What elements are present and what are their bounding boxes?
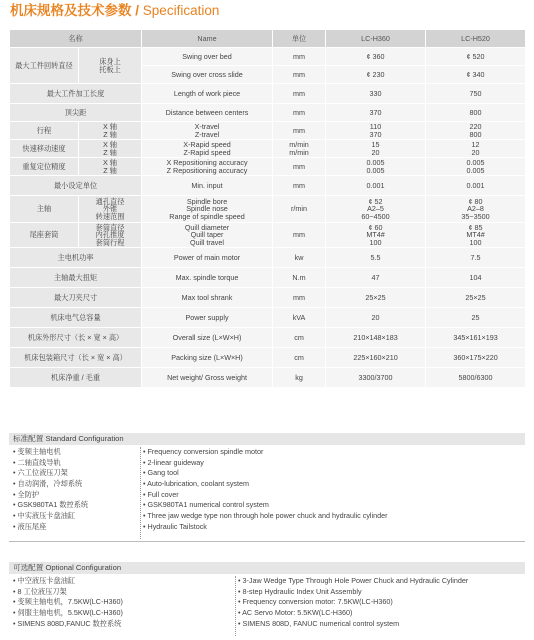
cell-line: Max tool shrank [181, 292, 233, 302]
cell-line: Z 轴 [103, 147, 117, 157]
cell-line: 210×148×183 [353, 332, 398, 342]
cell-line: Range of spindle speed [169, 211, 245, 221]
cell-line: Z Repositioning accuracy [166, 165, 248, 175]
row-lc-h360-value [326, 268, 426, 288]
cell-line: 7.5 [470, 252, 481, 262]
cell-line: X 轴 [103, 157, 117, 167]
cell-line: Z-Rapid speed [183, 147, 231, 157]
cell-line: 5.5 [370, 252, 381, 262]
row-en-name [142, 104, 273, 122]
row-unit [273, 84, 326, 104]
cell-line: Distance between centers [165, 107, 249, 117]
row-group-label: 机床净重 / 毛重 [10, 368, 142, 388]
row-group-label: 主轴 [10, 196, 79, 223]
row-lc-h520-value [426, 223, 526, 248]
cell-line: ¢ 520 [466, 51, 485, 61]
list-item: • 液压尾座 [13, 521, 47, 531]
cell-line: X Repositioning accuracy [166, 157, 248, 167]
row-lc-h360-value [326, 104, 426, 122]
list-item: • Auto-lubrication, coolant system [143, 479, 249, 489]
row-lc-h520-value [426, 196, 526, 223]
row-group-label: 最大工件加工长度 [10, 84, 142, 104]
list-item: • 二轴直线导轨 [13, 457, 61, 467]
row-en-name [142, 223, 273, 248]
row-lc-h360-value [326, 122, 426, 140]
cell-line: 25×25 [465, 292, 486, 302]
row-unit [273, 196, 326, 223]
cell-line: ¢ 80 [468, 196, 483, 206]
row-en-name [142, 308, 273, 328]
cell-line: 225×160×210 [353, 352, 398, 362]
row-group-label: 机床电气总容量 [10, 308, 142, 328]
row-lc-h520-value [426, 248, 526, 268]
cell-line: X 轴 [103, 139, 117, 149]
row-sub-label [79, 140, 142, 158]
cell-line: mm [293, 230, 305, 240]
cell-line: 内孔推度 [95, 230, 125, 240]
cell-line: kg [295, 372, 303, 382]
row-lc-h520-value [426, 140, 526, 158]
cell-line: mm [293, 69, 305, 79]
cell-line: 0.001 [366, 180, 385, 190]
row-lc-h520-value [426, 66, 526, 84]
row-lc-h360-value [326, 140, 426, 158]
table-row [10, 223, 526, 248]
row-en-name [142, 176, 273, 196]
row-group-label: 最大工件回转直径 [10, 48, 79, 84]
row-lc-h520-value [426, 122, 526, 140]
row-unit [273, 223, 326, 248]
cell-line: 360×175×220 [453, 352, 498, 362]
row-lc-h360-value [326, 84, 426, 104]
list-item: • 六工位液压刀架 [13, 468, 68, 478]
list-item: • GSK980TA1 数控系统 [13, 500, 89, 510]
header-unit: 单位 [273, 30, 326, 48]
cell-line: X-Rapid speed [183, 139, 231, 149]
cell-line: 800 [469, 107, 482, 117]
cell-line: 20 [471, 147, 480, 157]
cell-line: 800 [469, 129, 482, 139]
row-unit [273, 48, 326, 66]
list-item: • 中空液压卡盘油缸 [13, 576, 76, 585]
cell-line: Swing over cross slide [171, 69, 243, 79]
row-en-name [142, 84, 273, 104]
row-lc-h360-value [326, 288, 426, 308]
row-unit [273, 268, 326, 288]
cell-line: Quill travel [190, 237, 224, 247]
row-en-name [142, 288, 273, 308]
list-item: • Frequency conversion motor: 7.5KW(LC-H360) [238, 597, 393, 607]
cell-line: A2–8 [467, 204, 484, 214]
table-row [10, 176, 526, 196]
table-row [10, 104, 526, 122]
header-lc-h520: LC-H520 [426, 30, 526, 48]
list-item: • 变频主轴电机，7.5KW(LC-H360) [13, 597, 123, 607]
row-en-name [142, 66, 273, 84]
standard-config-cn-list [13, 447, 143, 533]
table-row [10, 158, 526, 176]
row-unit [273, 308, 326, 328]
standard-config-en-list [143, 447, 523, 533]
row-sub-label [79, 196, 142, 223]
cell-line: 100 [369, 237, 382, 247]
row-unit [273, 248, 326, 268]
row-lc-h360-value [326, 223, 426, 248]
row-lc-h360-value [326, 176, 426, 196]
spec-table [9, 29, 526, 388]
cell-line: r/min [291, 204, 307, 214]
table-row [10, 248, 526, 268]
row-lc-h520-value [426, 368, 526, 388]
row-en-name [142, 328, 273, 348]
row-lc-h360-value [326, 328, 426, 348]
cell-line: 转速范围 [95, 211, 125, 221]
optional-config-en-list [238, 576, 523, 629]
cell-line: Quill diameter [184, 222, 230, 232]
row-group-label: 机床包装箱尺寸（长 × 宽 × 高） [10, 348, 142, 368]
cell-line: ¢ 230 [366, 69, 385, 79]
standard-configuration [9, 433, 525, 543]
header-cn-name: 名称 [10, 30, 142, 48]
row-unit [273, 104, 326, 122]
row-sub-label [79, 122, 142, 140]
cell-line: Z 轴 [103, 165, 117, 175]
cell-line: mm [293, 292, 305, 302]
cell-line: Spindle bore [186, 196, 228, 206]
cell-line: 345×161×193 [453, 332, 498, 342]
cell-line: kVA [292, 312, 306, 322]
cell-line: ¢ 85 [468, 222, 483, 232]
list-item: • 中实液压卡盘油缸 [13, 511, 76, 521]
list-item: • Full cover [143, 489, 179, 499]
list-item: • 8-step Hydraulic Index Unit Assembly [238, 586, 362, 596]
row-en-name [142, 196, 273, 223]
cell-line: Min. input [191, 180, 223, 190]
row-lc-h520-value [426, 48, 526, 66]
cell-line: 0.005 [366, 157, 385, 167]
cell-line: m/min [289, 139, 309, 149]
cell-line: A2–5 [367, 204, 384, 214]
table-row [10, 368, 526, 388]
cell-line: 12 [471, 139, 480, 149]
row-en-name [142, 248, 273, 268]
cell-line: 25×25 [365, 292, 386, 302]
row-lc-h360-value [326, 348, 426, 368]
row-group-label: 行程 [10, 122, 79, 140]
cell-line: ¢ 52 [368, 196, 383, 206]
cell-line: 100 [469, 237, 482, 247]
cell-line: Overall size (L×W×H) [172, 332, 242, 342]
cell-line: m/min [289, 147, 309, 157]
cell-line: 370 [369, 107, 382, 117]
list-item: • 伺服主轴电机，5.5KW(LC-H360) [13, 608, 123, 618]
cell-line: 5800/6300 [458, 372, 493, 382]
row-unit [273, 122, 326, 140]
cell-line: Swing over bed [182, 51, 232, 61]
table-row [10, 288, 526, 308]
cell-line: 套筒直径 [95, 222, 125, 232]
cell-line: 47 [371, 272, 380, 282]
table-header-row [10, 30, 526, 48]
row-lc-h360-value [326, 308, 426, 328]
cell-line: N.m [292, 272, 306, 282]
list-item: • AC Servo Motor: 5.5KW(LC-H360) [238, 608, 353, 618]
cell-line: 35~3500 [461, 211, 490, 221]
row-lc-h520-value [426, 288, 526, 308]
row-en-name [142, 48, 273, 66]
table-row [10, 48, 526, 66]
list-item: • Three jaw wedge type non through hole power chuck and hydraulic cylinder [143, 511, 388, 521]
sub-line: 床身上 [99, 56, 121, 66]
cell-line: mm [293, 125, 305, 135]
list-item: • Frequency conversion spindle motor [143, 447, 264, 456]
cell-line: MT4# [366, 230, 385, 240]
row-lc-h360-value [326, 196, 426, 223]
list-item: • SIMENS 808D,FANUC 数控系统 [13, 618, 122, 628]
table-row [10, 196, 526, 223]
optional-config-cn-list [13, 576, 233, 629]
cell-line: ¢ 340 [466, 69, 485, 79]
table-row [10, 140, 526, 158]
title-en: Specification [142, 3, 220, 18]
cell-line: 330 [369, 88, 382, 98]
row-group-label: 顶尖距 [10, 104, 142, 122]
row-lc-h360-value [326, 66, 426, 84]
row-group-label: 机床外形尺寸（长 × 宽 × 高） [10, 328, 142, 348]
row-lc-h520-value [426, 268, 526, 288]
cell-line: 15 [371, 139, 380, 149]
row-en-name [142, 122, 273, 140]
table-row [10, 308, 526, 328]
cell-line: MT4# [466, 230, 485, 240]
cell-line: mm [293, 107, 305, 117]
table-row [10, 122, 526, 140]
cell-line: ¢ 60 [368, 222, 383, 232]
row-unit [273, 328, 326, 348]
cell-line: ¢ 360 [366, 51, 385, 61]
row-unit [273, 288, 326, 308]
list-item: • 2-linear guideway [143, 457, 204, 467]
cell-line: 20 [371, 147, 380, 157]
row-unit [273, 368, 326, 388]
row-en-name [142, 368, 273, 388]
row-en-name [142, 158, 273, 176]
row-en-name [142, 348, 273, 368]
cell-line: cm [294, 332, 304, 342]
cell-line: Z-travel [194, 129, 220, 139]
row-unit [273, 158, 326, 176]
row-en-name [142, 268, 273, 288]
row-lc-h520-value [426, 176, 526, 196]
cell-line: Net weight/ Gross weight [167, 372, 247, 382]
cell-line: 20 [371, 312, 380, 322]
cell-line: mm [293, 180, 305, 190]
row-group-label: 快速移动速度 [10, 140, 79, 158]
row-lc-h360-value [326, 368, 426, 388]
row-lc-h520-value [426, 308, 526, 328]
sub-line: 托板上 [99, 64, 121, 74]
title-separator: / [135, 3, 140, 18]
list-item: • 3-Jaw Wedge Type Through Hole Power Chuck and Hydraulic Cylinder [238, 576, 469, 585]
row-group-label: 最大刀夹尺寸 [10, 288, 142, 308]
title-cn: 机床规格及技术参数 [10, 3, 132, 18]
table-row [10, 84, 526, 104]
cell-line: 104 [469, 272, 482, 282]
cell-line: 750 [469, 88, 482, 98]
list-item: • Gang tool [143, 468, 179, 478]
cell-line: Packing size (L×W×H) [171, 352, 243, 362]
row-group-label: 重复定位精度 [10, 158, 79, 176]
row-lc-h520-value [426, 104, 526, 122]
cell-line: 370 [369, 129, 382, 139]
cell-line: X 轴 [103, 121, 117, 131]
row-unit [273, 176, 326, 196]
row-unit [273, 66, 326, 84]
cell-line: 220 [469, 121, 482, 131]
row-en-name [142, 140, 273, 158]
row-lc-h360-value [326, 248, 426, 268]
cell-line: 套筒行程 [95, 237, 125, 247]
cell-line: 0.005 [466, 165, 485, 175]
list-item: • 自动润滑，冷却系统 [13, 479, 83, 489]
cell-line: 110 [369, 121, 382, 131]
optional-configuration [9, 562, 525, 640]
header-lc-h360: LC-H360 [326, 30, 426, 48]
cell-line: 0.001 [466, 180, 485, 190]
cell-line: mm [293, 161, 305, 171]
row-group-label: 最小设定单位 [10, 176, 142, 196]
cell-line: cm [294, 352, 304, 362]
standard-config-header: 标准配置 Standard Configuration [9, 433, 525, 445]
row-lc-h520-value [426, 84, 526, 104]
row-sub-label [79, 48, 142, 84]
table-row [10, 348, 526, 368]
cell-line: 外锥 [102, 204, 118, 214]
cell-line: mm [293, 51, 305, 61]
row-sub-label [79, 158, 142, 176]
cell-line: Quill taper [190, 230, 224, 240]
list-item: • GSK980TA1 numerical control system [143, 500, 269, 510]
cell-line: 0.005 [366, 165, 385, 175]
header-en-name: Name [142, 30, 273, 48]
optional-config-header: 可选配置 Optional Configuration [9, 562, 525, 574]
cell-line: Z 轴 [103, 129, 117, 139]
row-sub-label [79, 223, 142, 248]
cell-line: Max. spindle torque [175, 272, 239, 282]
list-item: • 全防护 [13, 489, 40, 499]
cell-line: 60~4500 [361, 211, 390, 221]
row-lc-h520-value [426, 158, 526, 176]
list-item: • SIMENS 808D, FANUC numerical control system [238, 618, 400, 628]
cell-line: 3300/3700 [358, 372, 393, 382]
row-lc-h360-value [326, 48, 426, 66]
list-item: • 变频主轴电机 [13, 447, 61, 456]
cell-line: Power supply [185, 312, 229, 322]
cell-line: 0.005 [466, 157, 485, 167]
cell-line: kw [294, 252, 304, 262]
row-lc-h520-value [426, 348, 526, 368]
row-unit [273, 140, 326, 158]
cell-line: mm [293, 88, 305, 98]
row-group-label: 主电机功率 [10, 248, 142, 268]
cell-line: Length of work piece [173, 88, 241, 98]
row-unit [273, 348, 326, 368]
cell-line: Spindle nose [186, 204, 228, 214]
row-lc-h520-value [426, 328, 526, 348]
table-row [10, 328, 526, 348]
row-group-label: 主轴最大扭矩 [10, 268, 142, 288]
cell-line: Power of main motor [173, 252, 241, 262]
cell-line: X-travel [194, 121, 220, 131]
cell-line: 25 [471, 312, 480, 322]
table-row [10, 268, 526, 288]
row-group-label: 尾座套筒 [10, 223, 79, 248]
list-item: • 8 工位液压刀架 [13, 586, 67, 596]
cell-line: 通孔直径 [95, 196, 125, 206]
list-item: • Hydraulic Tailstock [143, 521, 207, 531]
row-lc-h360-value [326, 158, 426, 176]
page-title [10, 2, 219, 20]
